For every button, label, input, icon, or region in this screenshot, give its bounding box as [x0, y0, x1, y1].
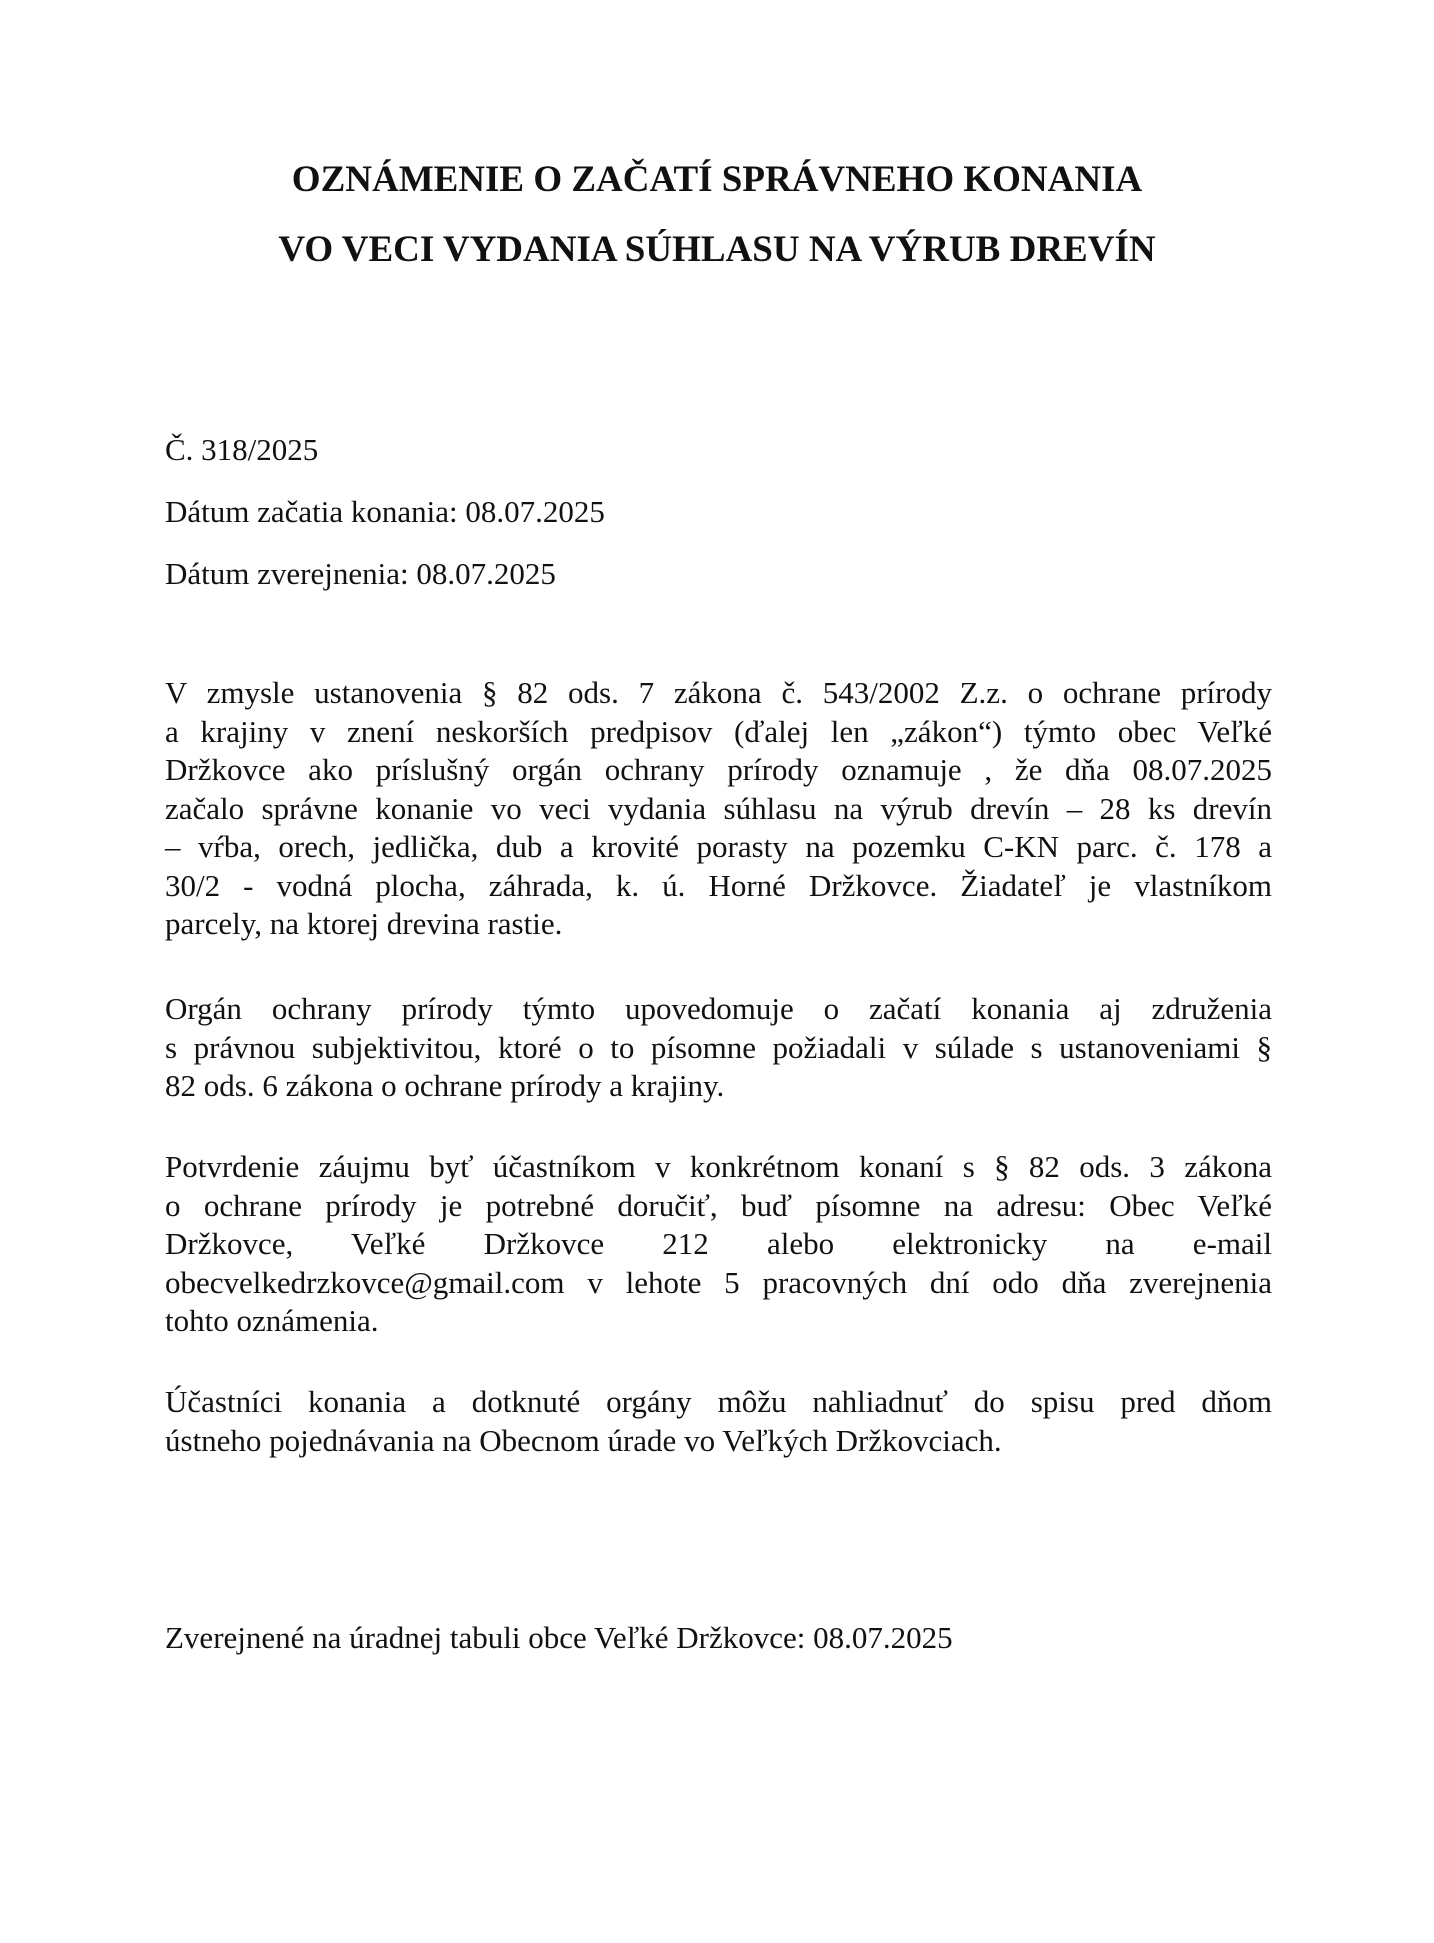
paragraph-line: parcely, na ktorej drevina rastie.: [165, 906, 563, 941]
start-date-line: Dátum začatia konania: 08.07.2025: [165, 494, 605, 529]
reference-number: Č. 318/2025: [165, 432, 319, 467]
paragraph-line: Účastníci konania a dotknuté orgány môžu nahliadnuť do spisu pred dňom: [165, 1384, 1272, 1419]
paragraph-line: 82 ods. 6 zákona o ochrane prírody a krajiny.: [165, 1068, 725, 1103]
paragraph-line: Potvrdenie záujmu byť účastníkom v konkrétnom konaní s § 82 ods. 3 zákona: [165, 1149, 1272, 1184]
paragraph-line: Držkovce, Veľké Držkovce 212 alebo elektronicky na e-mail: [165, 1226, 1272, 1261]
paragraph-line: s právnou subjektivitou, ktoré o to písomne požiadali v súlade s ustanoveniami §: [165, 1029, 1272, 1065]
paragraph-line: Držkovce ako príslušný orgán ochrany prírody oznamuje , že dňa 08.07.2025: [165, 752, 1272, 787]
document-title-line-1: OZNÁMENIE O ZAČATÍ SPRÁVNEHO KONANIA: [291, 159, 1143, 200]
paragraph-line: Orgán ochrany prírody týmto upovedomuje o začatí konania aj združenia: [165, 991, 1272, 1026]
paragraph-file-inspection: [165, 1383, 1272, 1460]
paragraph-participation: [165, 1148, 1272, 1341]
document-title-line-2: VO VECI VYDANIA SÚHLASU NA VÝRUB DREVÍN: [278, 229, 1156, 270]
paragraph-line: – vŕba, orech, jedlička, dub a krovité porasty na pozemku C-KN parc. č. 178 a: [165, 829, 1272, 864]
publication-footer: Zverejnené na úradnej tabuli obce Veľké Držkovce: 08.07.2025: [165, 1620, 953, 1655]
paragraph-notice: [165, 674, 1272, 944]
paragraph-line: o ochrane prírody je potrebné doručiť, buď písomne na adresu: Obec Veľké: [165, 1187, 1272, 1223]
paragraph-line: obecvelkedrzkovce@gmail.com v lehote 5 pracovných dní odo dňa zverejnenia: [165, 1264, 1272, 1300]
paragraph-line: ústneho pojednávania na Obecnom úrade vo Veľkých Držkovciach.: [165, 1422, 1002, 1458]
paragraph-associations: [165, 990, 1272, 1106]
publish-date-line: Dátum zverejnenia: 08.07.2025: [165, 556, 556, 591]
paragraph-line: V zmysle ustanovenia § 82 ods. 7 zákona č. 543/2002 Z.z. o ochrane prírody: [165, 675, 1272, 710]
paragraph-line: začalo správne konanie vo veci vydania súhlasu na výrub drevín – 28 ks drevín: [165, 790, 1272, 826]
paragraph-line: tohto oznámenia.: [165, 1303, 379, 1338]
paragraph-line: a krajiny v znení neskorších predpisov (ďalej len „zákon“) týmto obec Veľké: [165, 713, 1272, 749]
paragraph-line: 30/2 - vodná plocha, záhrada, k. ú. Horné Držkovce. Žiadateľ je vlastníkom: [165, 867, 1272, 903]
